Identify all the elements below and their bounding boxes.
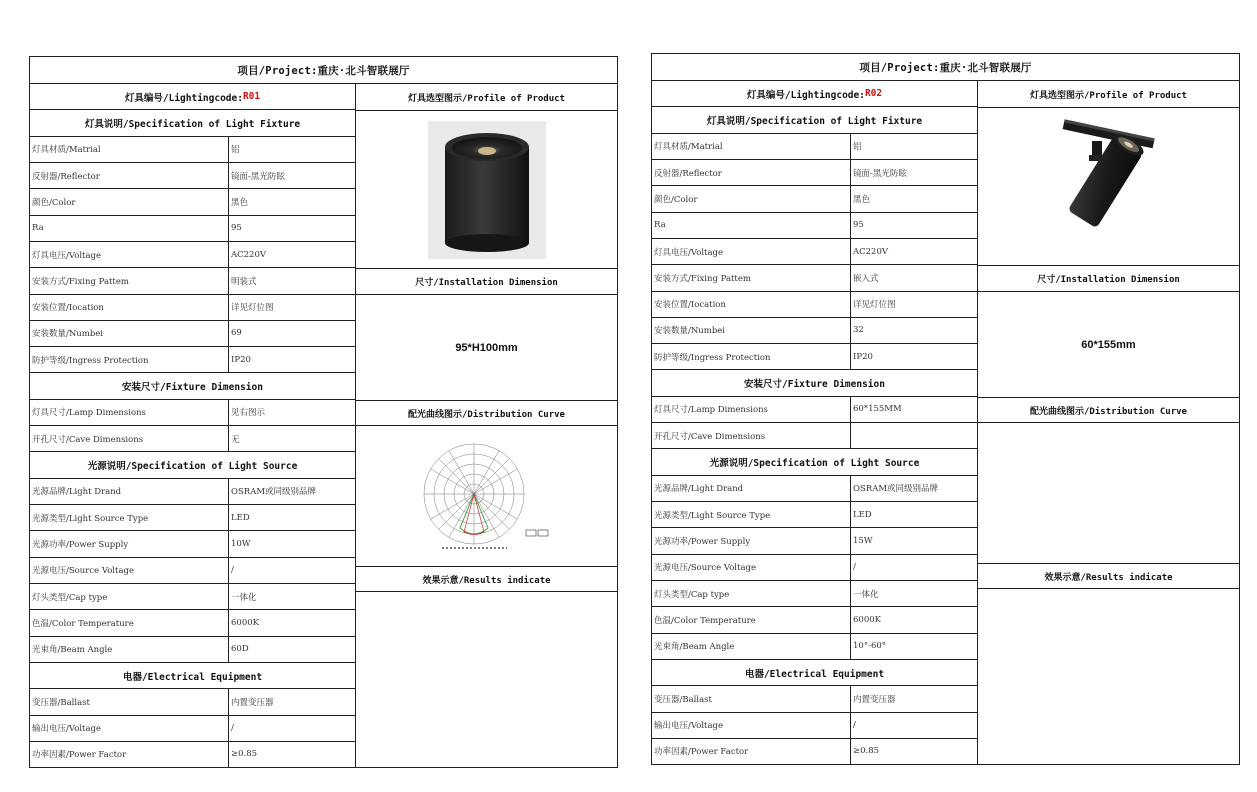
spec-label: 光源功率/Power Supply bbox=[30, 531, 229, 556]
spec-row bbox=[652, 239, 977, 265]
spec-label: 灯具材质/Matrial bbox=[652, 134, 851, 159]
spec-value: 铝 bbox=[853, 142, 862, 153]
spec-value: AC220V bbox=[853, 246, 889, 257]
spec-value: ≥0.85 bbox=[853, 746, 880, 757]
distribution-curve-cell bbox=[356, 426, 617, 566]
spec-row bbox=[652, 528, 977, 554]
spec-label: 光源类型/Light Source Type bbox=[30, 505, 229, 530]
product-image-cell bbox=[978, 108, 1239, 265]
section-heading: 安装尺寸/Fixture Dimension bbox=[30, 373, 355, 399]
spec-label: 灯具电压/Voltage bbox=[652, 239, 851, 264]
spec-row bbox=[30, 321, 355, 347]
spec-label: 安装方式/Fixing Pattem bbox=[30, 268, 229, 293]
dimension-value: 60*155mm bbox=[1081, 338, 1136, 351]
distribution-curve-cell bbox=[978, 423, 1239, 563]
project-title bbox=[30, 57, 617, 84]
spec-row bbox=[652, 213, 977, 239]
spec-value: 嵌入式 bbox=[853, 273, 879, 284]
spec-label: 灯具尺寸/Lamp Dimensions bbox=[652, 397, 851, 422]
spec-row bbox=[652, 134, 977, 160]
figure-column bbox=[356, 84, 617, 767]
profile-header: 灯具选型图示/Profile of Product bbox=[978, 81, 1239, 108]
spec-value bbox=[851, 423, 977, 448]
spec-value: 6000K bbox=[231, 617, 259, 628]
spec-label: 安装数量/Numbei bbox=[652, 318, 851, 343]
spec-row bbox=[652, 397, 977, 423]
spec-label: 光束角/Beam Angle bbox=[30, 637, 229, 662]
spec-row bbox=[30, 479, 355, 505]
installation-header: 尺寸/Installation Dimension bbox=[978, 265, 1239, 292]
spec-label: 色温/Color Temperature bbox=[652, 607, 851, 632]
spec-row bbox=[652, 581, 977, 607]
spec-row bbox=[30, 137, 355, 163]
spec-value: 黑色 bbox=[853, 194, 871, 205]
project-prefix: 项目/Project: bbox=[237, 64, 318, 77]
spec-row bbox=[652, 344, 977, 370]
spec-row bbox=[30, 400, 355, 426]
spec-value: 镜面-黑光防眩 bbox=[231, 171, 285, 182]
results-area bbox=[356, 592, 617, 767]
spec-label: 光源类型/Light Source Type bbox=[652, 502, 851, 527]
project-name: 重庆·北斗智联展厅 bbox=[939, 61, 1032, 74]
spec-row bbox=[652, 555, 977, 581]
spec-row bbox=[30, 268, 355, 294]
spec-row bbox=[30, 531, 355, 557]
results-header: 效果示意/Results indicate bbox=[356, 566, 617, 592]
spec-row bbox=[30, 610, 355, 636]
spec-value: IP20 bbox=[231, 354, 251, 365]
spec-row bbox=[30, 189, 355, 215]
spec-row bbox=[652, 186, 977, 212]
spec-label: 颜色/Color bbox=[652, 186, 851, 211]
spec-value: OSRAM或同级别品牌 bbox=[231, 487, 317, 498]
spec-row bbox=[30, 242, 355, 268]
spec-value: 10°-60° bbox=[853, 641, 887, 652]
code-prefix: 灯具编号/Lightingcode: bbox=[746, 89, 865, 101]
spec-label: 安装数量/Numbei bbox=[30, 321, 229, 346]
spec-row bbox=[30, 558, 355, 584]
spec-value: 铝 bbox=[231, 145, 240, 156]
spec-row bbox=[30, 637, 355, 663]
spec-row bbox=[30, 347, 355, 373]
spec-value: 60D bbox=[231, 644, 249, 655]
spec-value: 95 bbox=[853, 220, 864, 231]
spec-row bbox=[652, 160, 977, 186]
results-header: 效果示意/Results indicate bbox=[978, 563, 1239, 589]
spec-value: 69 bbox=[231, 328, 242, 339]
lighting-code: R01 bbox=[242, 91, 261, 103]
spec-row bbox=[652, 739, 977, 764]
project-name: 重庆·北斗智联展厅 bbox=[317, 64, 410, 77]
spec-label: 光源品牌/Light Drand bbox=[30, 479, 229, 504]
spec-value: 内置变压器 bbox=[853, 694, 896, 705]
spec-label: 变压器/Ballast bbox=[30, 689, 229, 714]
spec-label: 功率因素/Power Factor bbox=[30, 742, 229, 767]
section-heading: 光源说明/Specification of Light Source bbox=[30, 452, 355, 478]
spec-label: 光源品牌/Light Drand bbox=[652, 476, 851, 501]
spec-row bbox=[30, 716, 355, 742]
spec-value: 详见灯位图 bbox=[853, 300, 896, 311]
spec-row bbox=[652, 292, 977, 318]
spec-value: 黑色 bbox=[231, 197, 249, 208]
spec-value: AC220V bbox=[231, 249, 267, 260]
spec-label: 灯具电压/Voltage bbox=[30, 242, 229, 267]
spec-value: 内置变压器 bbox=[231, 697, 274, 708]
distribution-curve-graphic bbox=[412, 436, 562, 556]
spec-value: 6000K bbox=[853, 614, 881, 625]
spec-label: 开孔尺寸/Cave Dimensions bbox=[30, 426, 229, 451]
spec-value: ≥0.85 bbox=[231, 749, 258, 760]
spec-label: 安装方式/Fixing Pattem bbox=[652, 265, 851, 290]
spec-value: LED bbox=[231, 512, 250, 523]
project-title bbox=[652, 54, 1239, 81]
section-heading: 电器/Electrical Equipment bbox=[30, 663, 355, 689]
spec-row bbox=[30, 295, 355, 321]
spec-value: 32 bbox=[853, 325, 864, 336]
spec-value: 见右图示 bbox=[231, 408, 266, 419]
spec-label: 输出电压/Voltage bbox=[30, 716, 229, 741]
spec-value: IP20 bbox=[853, 351, 873, 362]
profile-header: 灯具选型图示/Profile of Product bbox=[356, 84, 617, 111]
section-heading: 灯具说明/Specification of Light Fixture bbox=[652, 107, 977, 133]
spec-label: 光源功率/Power Supply bbox=[652, 528, 851, 553]
results-area bbox=[978, 589, 1239, 764]
spec-label: 灯具材质/Matrial bbox=[30, 137, 229, 162]
spec-label: 开孔尺寸/Cave Dimensions bbox=[652, 423, 851, 448]
product-image-track-spotlight bbox=[1034, 117, 1184, 257]
spec-value: 60*155MM bbox=[853, 404, 902, 415]
spec-label: 防护等级/Ingress Protection bbox=[30, 347, 229, 372]
spec-row bbox=[652, 634, 977, 660]
product-image-cell bbox=[356, 111, 617, 268]
spec-value: 无 bbox=[231, 434, 240, 445]
spec-table bbox=[652, 81, 978, 764]
figure-column bbox=[978, 81, 1239, 764]
spec-value: 详见灯位图 bbox=[231, 303, 274, 314]
lighting-code-row bbox=[652, 81, 977, 107]
spec-row bbox=[652, 476, 977, 502]
spec-value: / bbox=[853, 720, 856, 731]
spec-value: OSRAM或同级别品牌 bbox=[853, 484, 939, 495]
spec-label: 安装位置/Iocation bbox=[30, 295, 229, 320]
spec-label: 功率因素/Power Factor bbox=[652, 739, 851, 764]
spec-label: 变压器/Ballast bbox=[652, 686, 851, 711]
distribution-header: 配光曲线图示/Distribution Curve bbox=[356, 400, 617, 426]
spec-label: 灯头类型/Cap type bbox=[652, 581, 851, 606]
spec-value: / bbox=[231, 565, 234, 576]
spec-label: 灯头类型/Cap type bbox=[30, 584, 229, 609]
spec-row bbox=[30, 584, 355, 610]
project-prefix: 项目/Project: bbox=[859, 61, 940, 74]
spec-label: Ra bbox=[30, 216, 229, 241]
spec-row bbox=[652, 318, 977, 344]
spec-label: 光源电压/Source Voltage bbox=[30, 558, 229, 583]
spec-label: 色温/Color Temperature bbox=[30, 610, 229, 635]
spec-label: 安装位置/Iocation bbox=[652, 292, 851, 317]
spec-row bbox=[652, 423, 977, 449]
spec-label: 颜色/Color bbox=[30, 189, 229, 214]
spec-sheet-r01 bbox=[29, 56, 618, 768]
section-heading: 光源说明/Specification of Light Source bbox=[652, 449, 977, 475]
spec-row bbox=[30, 689, 355, 715]
lighting-code: R02 bbox=[864, 88, 883, 100]
code-prefix: 灯具编号/Lightingcode: bbox=[124, 92, 243, 104]
spec-row bbox=[30, 505, 355, 531]
spec-label: 光束角/Beam Angle bbox=[652, 634, 851, 659]
spec-row bbox=[30, 163, 355, 189]
spec-row bbox=[652, 265, 977, 291]
spec-label: 光源电压/Source Voltage bbox=[652, 555, 851, 580]
spec-row bbox=[30, 216, 355, 242]
spec-row bbox=[652, 607, 977, 633]
installation-header: 尺寸/Installation Dimension bbox=[356, 268, 617, 295]
section-heading: 安装尺寸/Fixture Dimension bbox=[652, 370, 977, 396]
section-heading: 电器/Electrical Equipment bbox=[652, 660, 977, 686]
spec-label: 反射器/Reflector bbox=[30, 163, 229, 188]
spec-row bbox=[652, 686, 977, 712]
dimension-value: 95*H100mm bbox=[455, 341, 518, 354]
spec-row bbox=[652, 502, 977, 528]
spec-label: 反射器/Reflector bbox=[652, 160, 851, 185]
spec-value: 明装式 bbox=[231, 276, 257, 287]
distribution-header: 配光曲线图示/Distribution Curve bbox=[978, 397, 1239, 423]
spec-label: 灯具尺寸/Lamp Dimensions bbox=[30, 400, 229, 425]
spec-row bbox=[30, 426, 355, 452]
spec-value: 95 bbox=[231, 223, 242, 234]
spec-value: 10W bbox=[231, 538, 251, 549]
spec-value: LED bbox=[853, 509, 872, 520]
product-image-downlight bbox=[428, 121, 546, 259]
lighting-code-row bbox=[30, 84, 355, 110]
section-heading: 灯具说明/Specification of Light Fixture bbox=[30, 110, 355, 136]
spec-row bbox=[652, 713, 977, 739]
spec-sheet-r02 bbox=[651, 53, 1240, 765]
spec-value: 一体化 bbox=[231, 592, 257, 603]
spec-row bbox=[30, 742, 355, 767]
spec-value: 15W bbox=[853, 535, 873, 546]
spec-value: / bbox=[231, 723, 234, 734]
spec-value: 一体化 bbox=[853, 589, 879, 600]
spec-label: Ra bbox=[652, 213, 851, 238]
spec-label: 防护等级/Ingress Protection bbox=[652, 344, 851, 369]
spec-value: / bbox=[853, 562, 856, 573]
spec-label: 输出电压/Voltage bbox=[652, 713, 851, 738]
spec-value: 镜面-黑光防眩 bbox=[853, 168, 907, 179]
spec-table bbox=[30, 84, 356, 767]
